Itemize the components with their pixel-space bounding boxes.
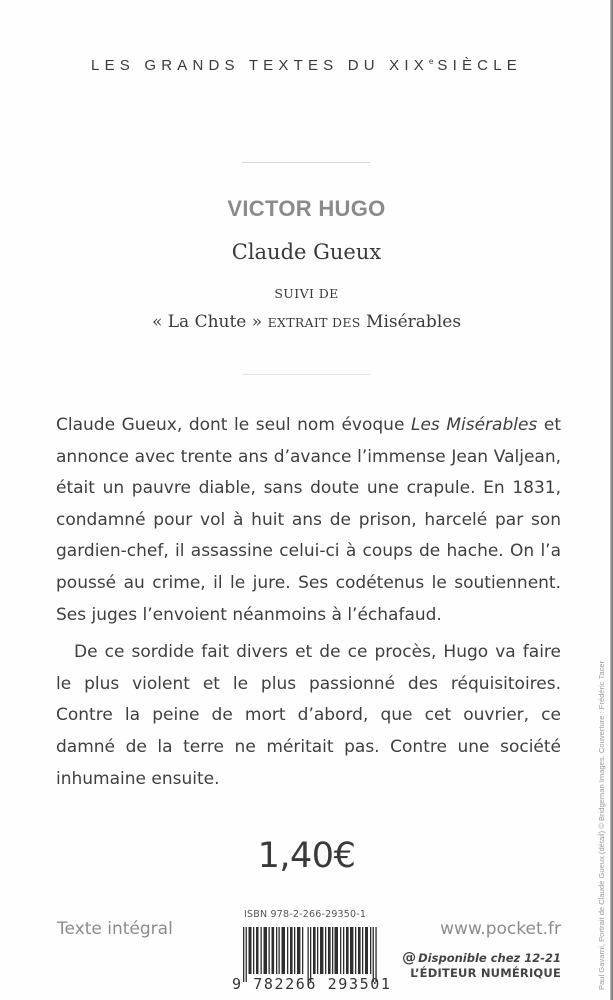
followed-by-label: SUIVI DE [274,286,339,301]
isbn: ISBN 978-2-266-29350-1 [244,909,367,920]
blurb-text: Claude Gueux, dont le seul nom évoque [56,415,411,435]
collection-prefix: LES GRANDS TEXTES DU XIX [91,57,429,74]
blurb-italic-title: Les Misérables [410,415,538,435]
blurb-paragraph-1 [56,410,561,631]
publisher-website-link[interactable]: www.pocket.fr [440,919,561,939]
subtitle-chute: « La Chute » [151,312,263,332]
collection-superscript: e [428,57,434,66]
digital-availability [402,950,561,966]
collection-name [0,57,613,74]
barcode-digits: 9 782266 293501 [232,975,392,993]
barcode-icon [243,927,377,982]
digital-available-text: Disponible chez 12-21 [418,951,561,965]
blurb-text: et annonce avec trente ans d’avance l’immense Jean Valjean, était un pauvre diable, sans doute une crapule. En 1831, condamné pour vol à huit ans de prison, harcelé par son gardien-chef, il assassine celui-ci à coups de hache. On l’a poussé au crime, il le jure. Ses codétenus le soutiennent. Ses juges l’envoient néanmoins à l’échafaud. [56,415,561,625]
author-name: VICTOR HUGO [227,196,386,221]
book-title: Claude Gueux [231,240,382,264]
edition-label: Texte intégral [57,919,173,939]
digital-publisher: L’ÉDITEUR NUMÉRIQUE [410,966,561,980]
subtitle-extrait: EXTRAIT DES [267,315,361,330]
top-divider [242,162,370,163]
book-subtitle [0,312,613,332]
image-credit: Paul Gavarni, Portrait de Claude Gueux (détail) © Bridgeman Images. Couverture : Frédéric Tacer [597,660,606,990]
bottom-divider [242,374,370,375]
at-sign-icon: @ [402,950,417,966]
collection-suffix: SIÈCLE [437,57,522,74]
blurb-paragraph-2: De ce sordide fait divers et de ce procès, Hugo va faire le plus violent et le plus passionné des réquisitoires. Contre la peine de mort d’abord, que cet ouvrier, ce damné de la terre ne méritait pas. Contre une société inhumaine ensuite. [56,642,561,789]
price: 1,40€ [257,836,356,876]
blurb [56,410,561,795]
subtitle-miserables: Misérables [366,312,462,332]
